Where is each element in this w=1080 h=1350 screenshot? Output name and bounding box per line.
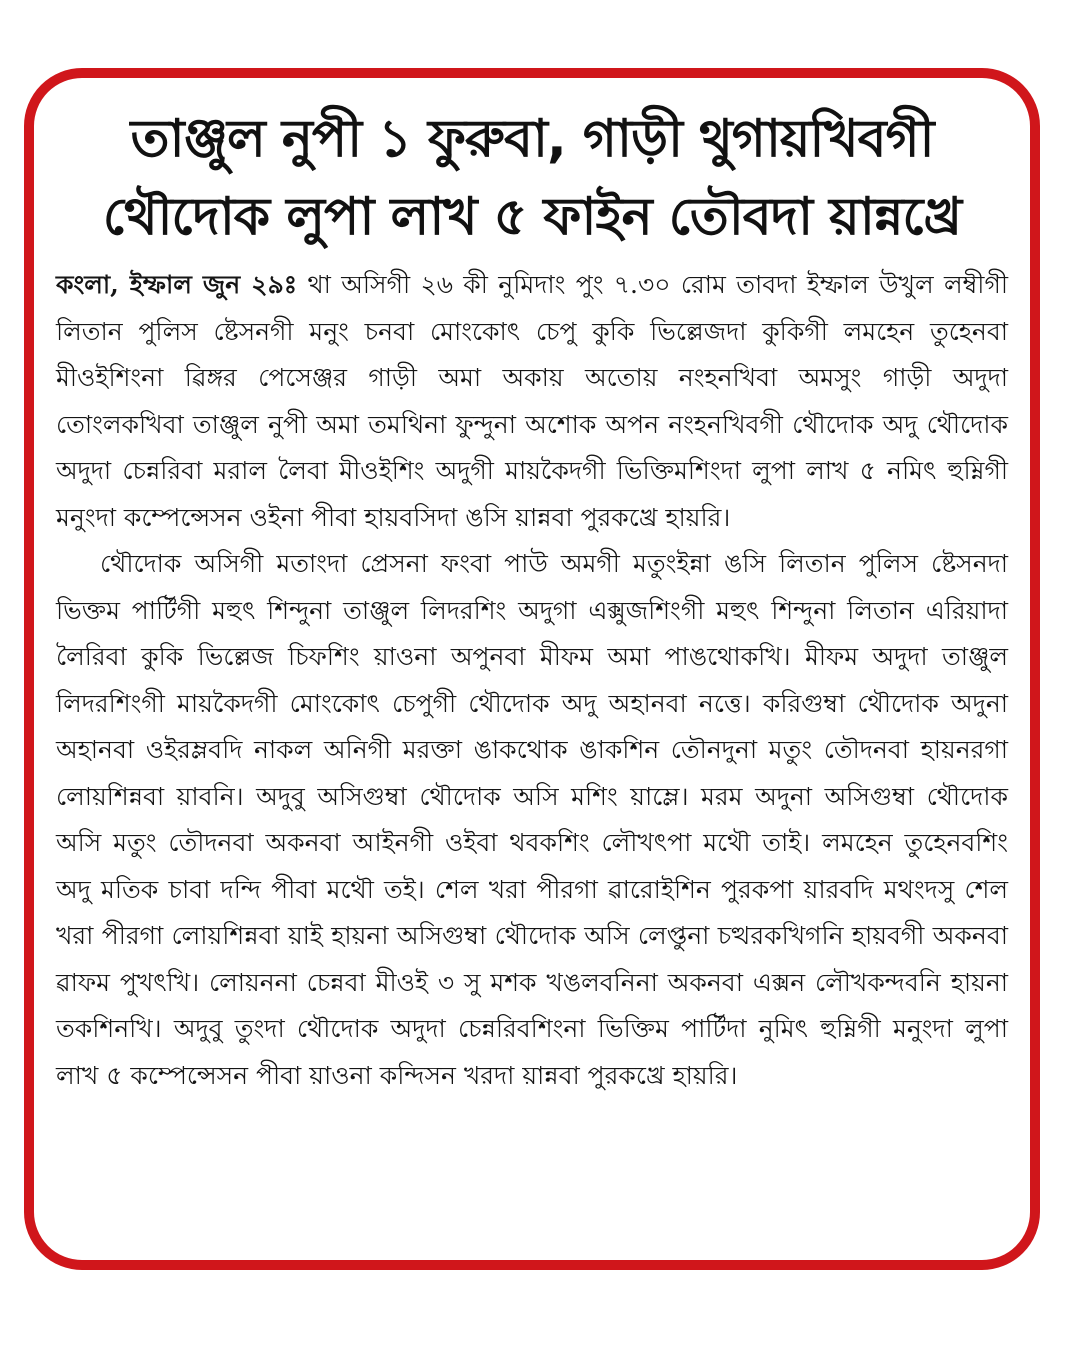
headline	[64, 100, 1000, 256]
paragraph-1	[56, 262, 1008, 541]
article-body	[56, 262, 1008, 1099]
paragraph-2: থৌদোক অসিগী মতাংদা প্রেসনা ফংবা পাউ অমগী মতুংইন্না ঙসি লিতান পুলিস ষ্টেসনদা ভিক্তম পার্টিগী মহুৎ শিন্দুনা তাঞ্জুল লিদরশিং অদুগা এক্সুজশিংগী মহুৎ শিন্দুনা লিতান এরিয়াদা লৈরিবা কুকি ভিল্লেজ চিফশিং য়াওনা অপুনবা মীফম অমা পাঙথোকখি। মীফম অদুদা তাঞ্জুল লিদরশিংগী মায়কৈদগী মোংকোৎ চেপুগী থৌদোক অদু অহানবা নত্তে। করিগুম্বা থৌদোক অদুনা অহানবা ওইরম্লবদি নাকল অনিগী মরক্তা ঙাকথোক ঙাকশিন তৌনদুনা মতুং তৌদনবা হায়নরগা লোয়শিন্নবা য়াবনি। অদুবু অসিগুম্বা থৌদোক অসি মশিং য়াম্লে। মরম অদুনা অসিগুম্বা থৌদোক অসি মতুং তৌদনবা অকনবা আইনগী ওইবা থবকশিং লৌখৎপা মথৌ তাই। লমহেন তুহেনবশিং অদু মতিক চাবা দন্দি পীবা মথৌ তই। শেল খরা পীরগা ৱারোইশিন পুরকপা য়ারবদি মথংদসু শেল খরা পীরগা লোয়শিন্নবা য়াই হায়না অসিগুম্বা থৌদোক অসি লেপ্তুনা চত্থরকখিগনি হায়বগী অকনবা ৱাফম পুখৎখি। লোয়ননা চেন্নবা মীওই ৩ সু মশক খঙলবনিনা অকনবা এক্সন লৌখকন্দবনি হায়না তকশিনখি। অদুবু তুংদা থৌদোক অদুদা চেন্নরিবশিংনা ভিক্তিম পার্টিদা নুমিৎ হুম্নিগী মনুংদা লুপা লাখ ৫ কম্পেন্সেসন পীবা য়াওনা কন্দিসন খরদা য়ান্নবা পুরকখ্রে হায়রি।	[56, 549, 1008, 1090]
article-frame	[24, 68, 1040, 1270]
dateline: কংলা, ইম্ফাল জুন ২৯ঃ	[56, 270, 298, 299]
paragraph-1-text: থা অসিগী ২৬ কী নুমিদাং পুং ৭.৩০ রোম তাবদা ইম্ফাল উখুল লম্বীগী লিতান পুলিস ষ্টেসনগী মনুং চনবা মোংকোৎ চেপু কুকি ভিল্লেজদা কুকিগী লমহেন তুহেনবা মীওইশিংনা ৱিঙ্গর পেসেঞ্জর গাড়ী অমা অকায় অতোয় নংহনখিবা অমসুং গাড়ী অদুদা তোংলকখিবা তাঞ্জুল নুপী অমা তমথিনা ফুন্দুনা অশোক অপন নংহনখিবগী থৌদোক অদু থৌদোক অদুদা চেন্নরিবা মরাল লৈবা মীওইশিং অদুগী মায়কৈদগী ভিক্তিমশিংদা লুপা লাখ ৫ নমিৎ হুম্নিগী মনুংদা কম্পেন্সেসন ওইনা পীবা হায়বসিদা ঙসি য়ান্নবা পুরকখ্রে হায়রি।	[56, 270, 1008, 532]
headline-line-2: থৌদোক লুপা লাখ ৫ ফাইন তৌবদা য়ান্নখ্রে	[102, 187, 962, 247]
headline-line-1: তাঞ্জুল নুপী ১ ফুরুবা, গাড়ী থুগায়খিবগী	[130, 109, 934, 169]
